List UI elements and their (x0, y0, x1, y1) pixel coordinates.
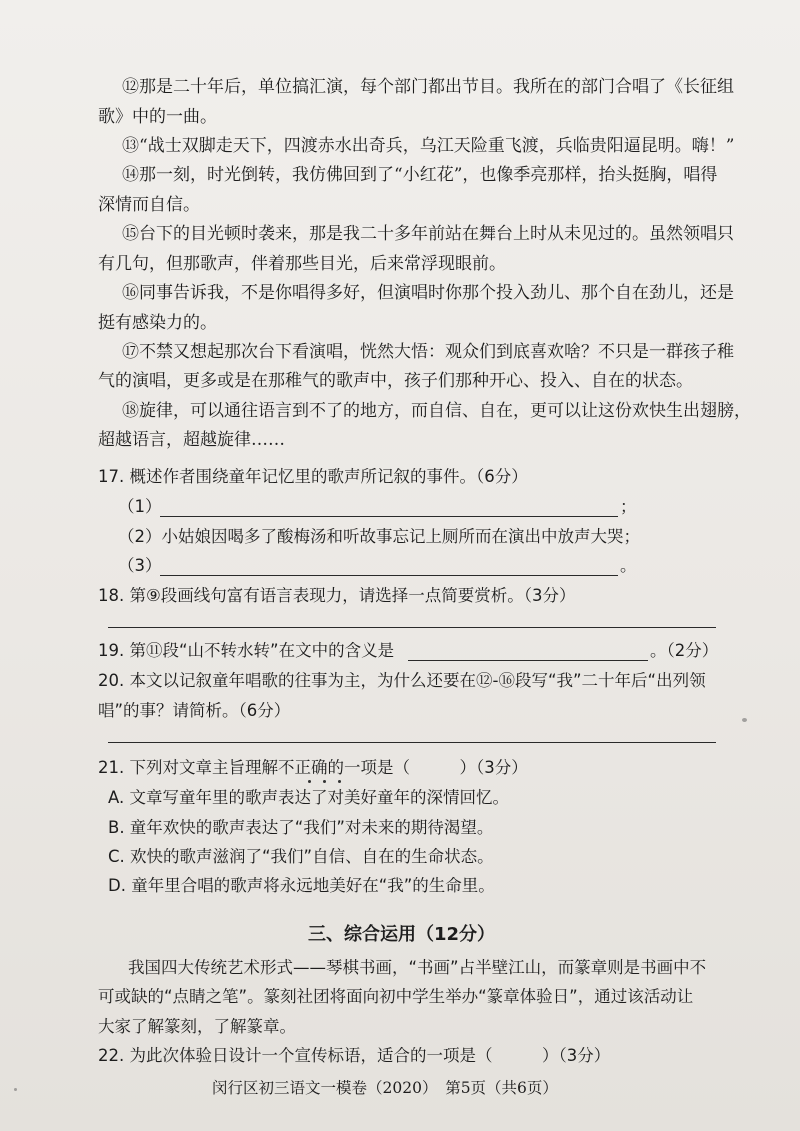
paragraph-12-line-1: ⑫那是二十年后，单位搞汇演，每个部门都出节目。我所在的部门合唱了《长征组 (122, 77, 734, 97)
emphasis-dot-que (338, 780, 341, 783)
paragraph-17-line-2: 气的演唱，更多或是在那稚气的歌声中，孩子们那种开心、投入、自在的状态。 (98, 371, 693, 391)
question-18: 18. 第⑨段画线句富有语言表现力，请选择一点简要赏析。（3分） (98, 586, 576, 605)
question-17-item-1-end: ； (620, 497, 637, 516)
question-20-line-2: 唱”的事？请简析。（6分） (98, 701, 291, 720)
answer-line-17-3[interactable] (160, 575, 618, 576)
answer-line-19[interactable] (408, 660, 648, 661)
question-17: 17. 概述作者围绕童年记忆里的歌声所记叙的事件。（6分） (98, 467, 528, 486)
paragraph-12-line-2: 歌》中的一曲。 (98, 107, 217, 127)
paragraph-18-line-2: 超越语言，超越旋律…… (98, 430, 285, 450)
question-19-prefix: 19. 第⑪段“山不转水转”在文中的含义是 (98, 641, 395, 660)
question-21: 21. 下列对文章主旨理解不正确的一项是（ ）（3分） (98, 758, 528, 777)
question-21-option-d: D. 童年里合唱的歌声将永远地美好在“我”的生命里。 (108, 876, 495, 895)
paragraph-17-line-1: ⑰不禁又想起那次台下看演唱，恍然大悟：观众们到底喜欢啥？不只是一群孩子稚 (122, 342, 734, 362)
question-17-item-3-end: 。 (620, 556, 637, 575)
emphasis-dot-zheng (323, 780, 326, 783)
paragraph-16-line-2: 挺有感染力的。 (98, 313, 217, 333)
paragraph-18-line-1: ⑱旋律，可以通往语言到不了的地方，而自信、自在，更可以让这份欢快生出翅膀， (122, 401, 751, 421)
section-3-intro-line-3: 大家了解篆刻，了解篆章。 (98, 1017, 296, 1036)
paragraph-15-line-2: 有几句，但那歌声，伴着那些目光，后来常浮现眼前。 (98, 254, 506, 274)
emphasis-dot-bu (308, 780, 311, 783)
question-22: 22. 为此次体验日设计一个宣传标语，适合的一项是（ ）（3分） (98, 1046, 611, 1065)
answer-line-17-1[interactable] (160, 516, 618, 517)
section-3-intro-line-2: 可或缺的“点睛之笔”。篆刻社团将面向初中学生举办“篆章体验日”，通过该活动让 (98, 987, 694, 1006)
paper-speck (14, 1088, 17, 1091)
answer-line-18[interactable] (108, 627, 716, 628)
question-19-suffix: 。（2分） (650, 641, 719, 660)
paragraph-14-line-1: ⑭那一刻，时光倒转，我仿佛回到了“小红花”，也像季亮那样，抬头挺胸，唱得 (122, 165, 718, 185)
paragraph-14-line-2: 深情而自信。 (98, 195, 200, 215)
question-21-option-c: C. 欢快的歌声滋润了“我们”自信、自在的生命状态。 (108, 847, 494, 866)
question-17-item-3-number: （3） (118, 556, 162, 575)
question-20-line-1: 20. 本文以记叙童年唱歌的往事为主，为什么还要在⑫-⑯段写“我”二十年后“出列领 (98, 671, 706, 690)
page-footer: 闵行区初三语文一模卷（2020） 第5页（共6页） (212, 1079, 558, 1097)
answer-line-20[interactable] (108, 742, 716, 743)
question-21-option-a: A. 文章写童年里的歌声表达了对美好童年的深情回忆。 (108, 788, 509, 807)
question-21-option-b: B. 童年欢快的歌声表达了“我们”对未来的期待渴望。 (108, 818, 494, 837)
question-17-item-1-number: （1） (118, 497, 162, 516)
section-3-heading: 三、综合运用（12分） (308, 924, 496, 945)
paragraph-13-line-1: ⑬“战士双脚走天下，四渡赤水出奇兵，乌江天险重飞渡，兵临贵阳逼昆明。嗨！” (122, 136, 735, 156)
paragraph-15-line-1: ⑮台下的目光顿时袭来，那是我二十多年前站在舞台上时从未见过的。虽然领唱只 (122, 224, 734, 244)
paper-speck (742, 718, 747, 722)
paragraph-16-line-1: ⑯同事告诉我，不是你唱得多好，但演唱时你那个投入劲儿、那个自在劲儿，还是 (122, 283, 734, 303)
section-3-intro-line-1: 我国四大传统艺术形式——琴棋书画，“书画”占半壁江山，而篆章则是书画中不 (128, 958, 707, 977)
question-17-item-2: （2）小姑娘因喝多了酸梅汤和听故事忘记上厕所而在演出中放声大哭； (118, 527, 640, 546)
